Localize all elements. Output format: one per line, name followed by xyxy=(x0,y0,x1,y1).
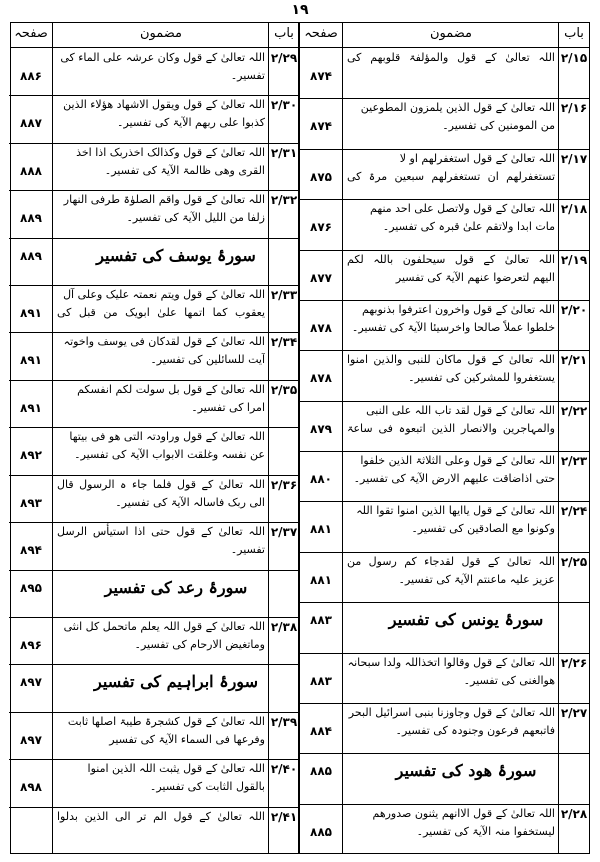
page-ref: ۸۸۴ xyxy=(310,723,332,738)
bab-number: ۲/۱۵ xyxy=(560,51,588,65)
bab-number: ۲/۲۰ xyxy=(560,302,588,317)
bab-number: ۲/۳۹ xyxy=(270,714,298,729)
table-row xyxy=(299,552,589,603)
entry-line: مات ابدا ولاتقم علیٰ قبرہ کی تفسیر۔ xyxy=(382,220,555,234)
entry-text xyxy=(343,150,559,186)
entry-line: والمہاجرین والانصار الذین اتبعوہ فی ساعۃ xyxy=(347,421,555,435)
table-row xyxy=(9,332,299,380)
table-row xyxy=(9,380,299,428)
entry-line: یستغفروا للمشرکین کی تفسیر۔ xyxy=(408,371,555,385)
header-mazmoon-right: مضمون xyxy=(429,26,472,41)
entry-text xyxy=(343,351,559,387)
bab-number: ۲/۳۰ xyxy=(270,98,298,113)
entry-line: اللہ تعالیٰ کے قول کشجرۃ طیبۃ اصلھا ثابت xyxy=(67,714,265,728)
table-row xyxy=(9,475,299,523)
entry-line: اللہ تعالیٰ کے قول الم تر الی الذین بدلوا xyxy=(57,809,265,823)
entry-line: ھوالغنی کی تفسیر۔ xyxy=(463,673,555,687)
bab-number: ۲/۳۶ xyxy=(270,477,298,492)
entry-text xyxy=(53,333,269,369)
table-row xyxy=(9,190,299,238)
entry-line: اللہ تعالیٰ کے قول لقدکان فی یوسف واخوتہ xyxy=(63,335,265,349)
table-row xyxy=(299,451,589,502)
entry-line: اللہ تعالیٰ کے قول یثبت اللہ الذین امنوا xyxy=(87,762,265,776)
entry-text xyxy=(53,381,269,417)
page-ref: ۸۷۹ xyxy=(310,421,332,436)
page-ref: ۸۸۰ xyxy=(310,472,332,486)
table-row xyxy=(9,427,299,475)
entry-text xyxy=(53,96,269,132)
entry-line: اللہ تعالیٰ کے قول یاایھا الذین امنوا تقوا اللہ xyxy=(356,504,555,518)
table-row xyxy=(299,653,589,704)
bab-number: ۲/۲۲ xyxy=(560,403,588,418)
entry-line: اللہ تعالیٰ کے قول لقد تاب اللہ علی النبی xyxy=(366,403,555,417)
entry-line: وکونوا مع الصادقین کی تفسیر۔ xyxy=(411,522,555,536)
page-ref: ۸۷۴ xyxy=(310,119,332,134)
index-table xyxy=(10,22,590,854)
surah-heading-row xyxy=(9,570,299,618)
table-row xyxy=(9,522,299,570)
page-ref: ۸۸۹ xyxy=(20,211,42,226)
entry-line: وماتغیض الارحام کی تفسیر۔ xyxy=(134,637,265,651)
table-header xyxy=(11,23,589,48)
entry-line: اللہ تعالیٰ کے قول وقالوا اتخذاللہ ولدا سبحانہ xyxy=(347,655,555,669)
entry-text xyxy=(53,144,269,180)
entry-line: اللہ تعالیٰ کے قول والمؤلفۃ قلوبھم کی xyxy=(347,51,555,64)
entry-line: عزیز علیہ ماعنتم الآیۃ کی تفسیر۔ xyxy=(398,572,555,586)
entry-line: اللہ تعالیٰ کے قول واخرون اعترفوا بذنوبھم xyxy=(362,302,555,316)
table-row xyxy=(299,804,589,854)
table-row xyxy=(9,95,299,143)
table-row xyxy=(9,759,299,807)
bab-number: ۲/۲۴ xyxy=(560,504,588,519)
entry-line: حتی اذاضاقت علیھم الارض الآیۃ کی تفسیر۔ xyxy=(353,472,555,485)
bab-number: ۲/۱۸ xyxy=(560,202,588,217)
entry-text xyxy=(343,805,559,841)
page-ref: ۸۸۶ xyxy=(20,69,42,83)
header-mazmoon-left: مضمون xyxy=(139,26,182,41)
table-row xyxy=(299,350,589,401)
page-ref: ۸۸۵ xyxy=(310,764,332,779)
entry-line: اللہ تعالیٰ کے قول وکذالک اخذربک اذا اخذ xyxy=(76,145,265,159)
surah-heading: سورۂ ابراہیم کی تفسیر xyxy=(94,672,258,692)
page-ref: ۸۹۷ xyxy=(20,675,42,690)
table-row xyxy=(299,199,589,250)
page-ref: ۸۹۳ xyxy=(20,495,42,510)
table-row xyxy=(299,250,589,301)
entry-line: تفسیر۔ xyxy=(230,69,265,82)
table-row xyxy=(299,703,589,754)
entry-line: وفرعھا فی السماء الآیۃ کی تفسیر xyxy=(109,732,265,746)
table-row xyxy=(299,401,589,452)
bab-number: ۲/۳۳ xyxy=(270,288,298,303)
entry-line: اللہ تعالیٰ کے قول وجاوزنا بنبی اسرائیل البحر xyxy=(348,705,555,719)
table-row xyxy=(299,98,589,149)
page-ref: ۸۷۸ xyxy=(310,320,332,335)
entry-text xyxy=(343,553,559,589)
header-safha-right: صفحہ xyxy=(304,26,338,41)
page-ref: ۸۷۷ xyxy=(310,270,332,285)
entry-line: اللہ تعالیٰ کے قول ولاتصل علی احد منھم xyxy=(370,202,555,216)
page-ref: ۸۸۱ xyxy=(310,522,332,537)
bab-number: ۲/۳۵ xyxy=(270,382,298,397)
entry-line: تفسیر۔ xyxy=(230,543,265,557)
entry-text xyxy=(53,618,269,654)
page-ref: ۸۹۱ xyxy=(20,353,42,368)
page-ref: ۸۹۲ xyxy=(20,448,42,463)
entry-text xyxy=(343,301,559,337)
page-ref: ۸۷۶ xyxy=(310,220,332,235)
bab-number: ۲/۲۷ xyxy=(560,705,588,720)
entry-line: اللہ تعالیٰ کے قول وعلی الثلاثۃ الذین خلفوا xyxy=(360,454,555,467)
entry-line: اللہ تعالیٰ کے قول ویتم نعمتہ علیک وعلی آل xyxy=(63,288,265,302)
page-ref: ۸۸۹ xyxy=(20,248,42,263)
entry-line: امرا کی تفسیر۔ xyxy=(191,400,265,414)
entry-line: زلفا من اللیل الآیۃ کی تفسیر۔ xyxy=(126,211,265,225)
bab-number: ۲/۳۴ xyxy=(270,335,298,350)
entry-line: آیت للسائلین کی تفسیر۔ xyxy=(150,353,265,367)
entry-line: من المومنین کی تفسیر۔ xyxy=(442,119,555,133)
entry-line: اللہ تعالیٰ کے قول ویقول الاشھاد ھؤلاء الذین xyxy=(63,98,265,112)
table-row xyxy=(299,48,589,99)
page-ref: ۸۹۱ xyxy=(20,306,42,321)
entry-line: اللہ تعالیٰ کے قول الاانھم یثنون صدورھم xyxy=(372,806,555,820)
header-safha-left: صفحہ xyxy=(14,26,48,41)
page-number: ۱۹ xyxy=(291,2,309,18)
page-ref: ۸۹۱ xyxy=(20,400,42,415)
entry-text xyxy=(343,704,559,740)
bab-number: ۲/۳۲ xyxy=(270,193,298,208)
entry-line: اللہ تعالیٰ کے قول اللہ یعلم ماتحمل کل انثی xyxy=(63,619,265,633)
bab-number: ۲/۲۸ xyxy=(560,806,588,821)
page-ref: ۸۹۴ xyxy=(20,543,42,558)
entry-line: اللہ تعالیٰ کے قول بل سولت لکم انفسکم xyxy=(77,382,265,396)
entry-line xyxy=(57,826,265,844)
page-ref: ۸۹۸ xyxy=(20,780,42,795)
entry-line: اللہ تعالیٰ کے قول فلما جاء ہ الرسول قال xyxy=(57,477,265,491)
entry-line: تستغفرلھم ان تستغفرلھم سبعین مرۃ کی xyxy=(347,169,555,183)
entry-text xyxy=(53,191,269,227)
page-ref: ۸۸۵ xyxy=(310,824,332,839)
entry-text xyxy=(343,502,559,538)
page-ref: ۸۹۵ xyxy=(20,580,42,595)
entry-line: القری وھی ظالمۃ الآیۃ کی تفسیر۔ xyxy=(104,163,265,177)
table-row xyxy=(299,149,589,200)
entry-line: کذبوا علی ربھم الآیۃ کی تفسیر۔ xyxy=(117,116,265,130)
surah-heading-row xyxy=(299,753,589,804)
entry-text xyxy=(53,808,269,844)
entry-text xyxy=(343,49,559,85)
header-bab-right: باب xyxy=(564,26,584,41)
entry-text xyxy=(53,49,269,85)
entry-text xyxy=(53,523,269,559)
entry-line: اللہ تعالیٰ کے قول استغفرلھم او لا xyxy=(399,151,555,165)
entry-line: اللہ تعالیٰ کے قول وکان عرشہ علی الماء کی xyxy=(60,51,265,64)
bab-number: ۲/۱۹ xyxy=(560,252,588,267)
table-row xyxy=(9,807,299,854)
bab-number: ۲/۴۱ xyxy=(270,809,298,824)
bab-number: ۲/۲۳ xyxy=(560,454,588,468)
bab-number: ۲/۴۰ xyxy=(270,762,298,777)
surah-heading: سورۂ یونس کی تفسیر xyxy=(388,610,544,630)
table-row xyxy=(9,143,299,191)
entry-line: اللہ تعالیٰ کے قول واقم الصلوٰۃ طرفی النھار xyxy=(63,193,265,207)
entry-line: فاتبعھم فرعون وجنودہ کی تفسیر۔ xyxy=(395,723,555,737)
surah-heading-row xyxy=(9,238,299,286)
bab-number: ۲/۲۵ xyxy=(560,554,588,569)
entry-line: اللہ تعالیٰ کے قول سیحلفون باللہ لکم xyxy=(347,252,555,266)
table-row xyxy=(9,617,299,665)
entry-text xyxy=(53,760,269,796)
entry-text xyxy=(53,286,269,322)
table-row xyxy=(9,48,299,96)
entry-line: اللہ تعالیٰ کے قول حتی اذا استیأس الرسل xyxy=(57,525,265,539)
table-row xyxy=(9,285,299,333)
surah-heading-row xyxy=(9,664,299,712)
entry-line: عن نفسہ وغلقت الابواب الآیۃ کی تفسیر۔ xyxy=(74,448,265,462)
entry-line: لیستخفوا منہ الآیۃ کی تفسیر۔ xyxy=(416,824,555,838)
entry-line: اللہ تعالیٰ کے قول الذین یلمزون المطوعین xyxy=(360,101,555,115)
entry-text xyxy=(343,452,559,488)
header-bab-left: باب xyxy=(274,26,294,41)
entry-text xyxy=(53,476,269,512)
page-ref: ۸۸۸ xyxy=(20,163,42,178)
bab-number: ۲/۲۶ xyxy=(560,655,588,670)
entry-line: یعقوب کما اتمھا علیٰ ابویک من قبل کی xyxy=(57,306,265,320)
surah-heading-row xyxy=(299,602,589,653)
entry-line: الی ربک فاسالہ الآیۃ کی تفسیر۔ xyxy=(115,495,265,509)
entry-text xyxy=(343,99,559,135)
page-ref: ۸۸۳ xyxy=(310,673,332,688)
surah-heading: سورۂ رعد کی تفسیر xyxy=(104,577,248,597)
page-ref: ۸۹۷ xyxy=(20,732,42,747)
table-row xyxy=(9,712,299,760)
bab-number: ۲/۳۷ xyxy=(270,525,298,540)
bab-number: ۲/۱۶ xyxy=(560,101,588,116)
entry-text xyxy=(343,251,559,287)
page-ref: ۸۷۸ xyxy=(310,371,332,386)
page-ref: ۸۸۱ xyxy=(310,572,332,587)
page-ref: ۸۸۳ xyxy=(310,613,332,628)
surah-heading: سورۂ یوسف کی تفسیر xyxy=(96,245,256,265)
entry-line xyxy=(347,67,555,85)
bab-number: ۲/۳۸ xyxy=(270,619,298,634)
entry-line: بالقول الثابت کی تفسیر۔ xyxy=(149,780,265,794)
entry-line: اللہ تعالیٰ کے قول وراودتہ التی ھو فی بیتھا xyxy=(69,430,265,444)
entry-text xyxy=(343,654,559,690)
page-ref: ۸۹۶ xyxy=(20,637,42,652)
page-ref: ۸۸۷ xyxy=(20,116,42,131)
entry-line: الیھم لتعرضوا عنھم الآیۃ کی تفسیر xyxy=(395,270,555,284)
entry-text xyxy=(53,428,269,464)
page-ref: ۸۷۴ xyxy=(310,69,332,83)
entry-text xyxy=(343,200,559,236)
bab-number: ۲/۲۱ xyxy=(560,353,588,368)
page-ref: ۸۷۵ xyxy=(310,169,332,184)
surah-heading: سورۂ ھود کی تفسیر xyxy=(395,761,537,781)
entry-line: خلطوا عملاً صالحا واخرسیئا الآیۃ کی تفسیر۔ xyxy=(351,320,555,334)
entry-text xyxy=(343,402,559,438)
entry-line: اللہ تعالیٰ کے قول ماکان للنبی والذین امنوا xyxy=(347,353,555,367)
bab-number: ۲/۳۱ xyxy=(270,145,298,160)
bab-number: ۲/۲۹ xyxy=(270,51,298,65)
bab-number: ۲/۱۷ xyxy=(560,151,588,166)
entry-line: اللہ تعالیٰ کے قول لقدجاء کم رسول من xyxy=(347,554,555,568)
entry-text xyxy=(53,713,269,749)
table-row xyxy=(299,501,589,552)
table-row xyxy=(299,300,589,351)
